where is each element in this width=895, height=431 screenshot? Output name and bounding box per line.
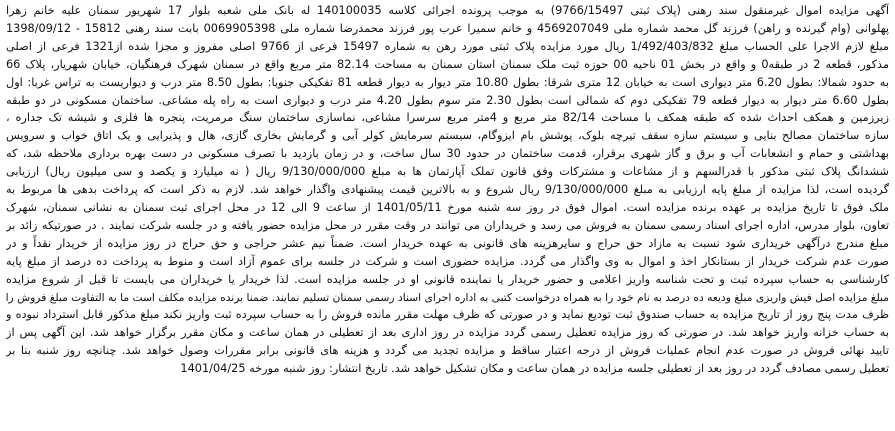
notice-line: کارشناسی به حساب سپرده ثبت و تحت شناسه واریز اعلامی و حضور خریدار یا نماینده قانونی او در جلسه مزایده است. لذا خریدار یا خریداران می بایست تا قبل از شروع مزایده [6,272,889,286]
notice-line: سازه ساختمان مصالح بنایی و سیستم سازه سقف تیرچه بلوک، پوشش بام ایزوگام، سیستم سرمایش کولر آبی و گرمایش بخاری گازی، هال و پذیرایی و یک اتاق خواب و سرویس [6,129,889,143]
notice-line: مبلغ مزایده اصل فیش واریزی مبلغ ودیعه ده درصد به نام خود را به همراه درخواست کتبی به اداره اجرای اسناد رسمی سمنان تسلیم نمایند. ضمنا برنده مزایده مکلف است ما به التفاوت مبلغ فروش را [6,290,889,304]
notice-line: ظرف مدت پنج روز از تاریخ مزایده به حساب صندوق ثبت تودیع نماید و در صورتی که ظرف مهلت مقرر مانده فروش را به حساب سپرده ثبت واریز نکند مبلغ مذکور قابل استرداد نبوده و [6,308,889,322]
notice-line: مبلغ مندرج درآگهی خریداری شود نسبت به مازاد حق حراج و سایرهزینه های قانونی به عهده خریدار است. ضمناً نیم عشر حراجی و حق حراج در روز مزایده از خریدار نقداً و در [6,236,889,250]
notice-line: تعطیل رسمی مصادف گردد در روز بعد از تعطیلی جلسه مزایده در همان ساعت و مکان تشکیل خواهد شد. تاریخ انتشار: روز شنبه مورخه 1401/04/25 [180,362,889,376]
notice-line: ملک فوق تا تاریخ مزایده بر عهده برنده مزایده است. اموال فوق در روز سه شنبه مورخ 1401/05/11 از ساعت 9 الی 12 در محل اجرای ثبت سمنان به نشانی سمنان، شهرک [6,200,889,214]
notice-line: پهلوانی (وام گیرنده و راهن) فرزند گل محمد شماره ملی 4569207049 و خانم سمیرا عرب پور فرزند محمدرضا شماره ملی 0069905398 بابت سند رهنی 15812 - 1398/09/12 [6,21,889,35]
notice-line: مذکور، قطعه 2 در طبقه0 و واقع در بخش 01 ناحیه 00 حوزه ثبت ملک سمنان استان سمنان به مساحت 82.14 متر مربع واقع در سمنان شهرک فرهنگیان، خیابان شهریار، پلاک 66 [6,57,889,71]
notice-line: صورت عدم شرکت خریدار از بستانکار اخذ و اموال به وی واگذار می گردد. مزایده حضوری است و شرکت در جلسه برای عموم آزاد است و منوط به پرداخت ده درصد از مبلغ پایه [6,254,889,268]
notice-line: بطول 6.60 متر دیوار به دیوار قطعه 79 تفکیکی دوم که شمالی است بطول 2.30 متر سوم بطول 4.20 متر درب و دیواری است به راه پله مشاعی. ساختمان مسکونی در دو طبقه [6,93,889,107]
notice-line: گردیده است، لذا مزایده از مبلغ پایه ارزیابی به مبلغ 9/130/000/000 ریال شروع و به بالاترین قیمت پیشنهادی واگذار خواهد شد. لازم به ذکر است که پرداخت بدهی ها مربوط به [6,183,889,197]
notice-line: تایید نهائی فروش در صورت عدم انجام عملیات فروش از درجه اعتبار ساقط و مزایده تجدید می گردد و هزینه های قانونی برابر مقررات وصول خواهد شد. چنانچه روز شنبه بنا بر [6,344,889,358]
notice-line: مبلغ لازم الاجرا علی الحساب مبلغ 1/492/403/832 ریال مورد مزایده پلاک ثبتی مورد رهن به شماره 15497 فرعی از 9766 اصلی مفروز و مجزا شده از1321 فرعی از اصلی [6,39,889,53]
notice-line: تعاون، بلوار مدرس، اداره اجرای اسناد رسمی سمنان به فروش می رسد و خریداران می توانند در وقت مقرر در محل مزایده حضور یافته و در جلسه شرکت نمایند . در صورتیکه زائد بر [6,218,889,232]
notice-line: آگهی مزایده اموال غیرمنقول سند رهنی (پلاک ثبتی 9766/15497) به موجب پرونده اجرائی کلاسه 140100035 له بانک ملی شعبه بلوار 17 شهریور سمنان علیه خانم زهرا [6,4,889,17]
notice-line: به حدود شمالا: بطول 6.20 متر دیواری است به خیابان 12 متری شرقا: بطول 10.80 متر دیوار به دیوار قطعه 81 تفکیکی جنوبا: بطول 8.50 متر درب و دیواریست به تراس غربا: اول [6,75,889,89]
notice-line: ششدانگ پلاک ثبتی مذکور با قدرالسهم و از مشاعات و مشترکات وفق قانون تملک آپارتمان ها به مبلغ 9/130/000/000 ریال ( نه میلیارد و یکصد و سی میلیون ریال) ارزیابی [6,165,889,179]
notice-line: بهداشتی و حمام و انشعابات آب و برق و گاز شهری برقرار، قدمت ساختمان در حدود 30 سال ساخت، و در زمان بازدید با تصرف مسکونی در دست بهره برداری ملاحظه شد، که [6,147,889,161]
notice-line: زیرزمین و همکف احداث شده که طبقه همکف با مساحت 82/14 متر مربع و 4متر مربع سرسرا مشاعی، نماسازی ساختمان سنگ مرمریت، پنجره ها فلزی و شیشه تک جداره ، [6,111,889,125]
notice-line: به حساب خزانه واریز خواهد شد. در صورتی که روز مزایده تعطیل رسمی گردد مزایده در روز اداری بعد از تعطیلی در همان ساعت و مکان مقرر برگزار خواهد شد. این آگهی پس از [6,326,889,340]
